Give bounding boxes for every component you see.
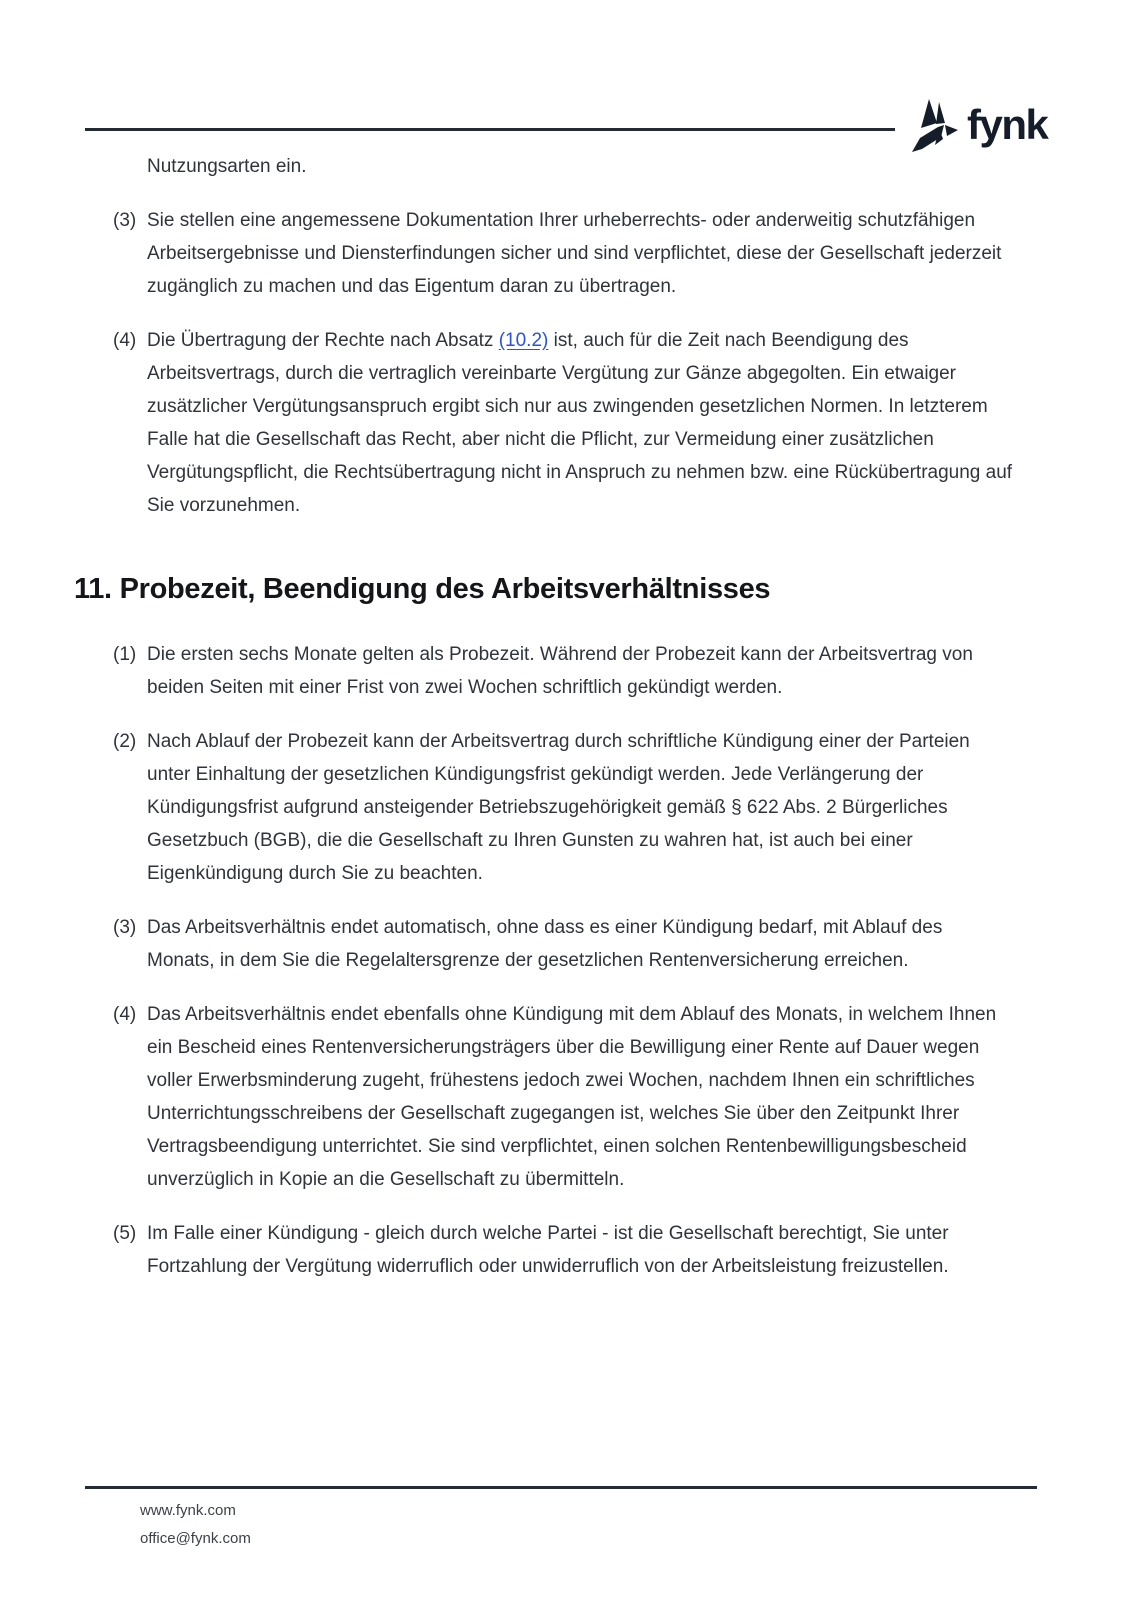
paragraph-text: [147, 324, 1013, 522]
paragraph-number: (5): [113, 1223, 137, 1244]
paragraph-continuation: Nutzungsarten ein.: [147, 156, 307, 177]
footer-rule: [85, 1486, 1037, 1489]
paragraph-text: Im Falle einer Kündigung - gleich durch welche Partei - ist die Gesellschaft berechtigt, Sie unter Fortzahlung der Vergütung widerruflich oder unwiderruflich von der Arbeitsleistung freizustellen.: [147, 1223, 949, 1277]
fynk-wordmark: fynk: [967, 101, 1048, 148]
numbered-paragraph: [113, 1217, 1013, 1283]
paragraph-text: Nach Ablauf der Probezeit kann der Arbeitsvertrag durch schriftliche Kündigung einer der Parteien unter Einhaltung der gesetzlichen Kündigungsfrist gekündigt werden. Jede Verlängerung der Kündigungsfrist aufgrund ansteigender Betriebszugehörigkeit gemäß § 622 Abs. 2 Bürgerliches Gesetzbuch (BGB), die die Gesellschaft zu Ihren Gunsten zu wahren hat, ist auch bei einer Eigenkündigung durch Sie zu beachten.: [147, 731, 970, 884]
paragraph-text: Sie stellen eine angemessene Dokumentation Ihrer urheberrechts- oder anderweitig schutzfähigen Arbeitsergebnisse und Diensterfindungen sicher und sind verpflichtet, diese der Gesellschaft jederzeit zugänglich zu machen und das Eigentum daran zu übertragen.: [147, 210, 1002, 297]
numbered-paragraph: [113, 998, 1013, 1196]
section-heading: 11. Probezeit, Beendigung des Arbeitsverhältnisses: [74, 573, 771, 605]
numbered-paragraph: [113, 911, 1013, 977]
fynk-logo: [908, 96, 1048, 160]
paragraph-number: (2): [113, 731, 137, 752]
paragraph-text-before-link: Die Übertragung der Rechte nach Absatz: [147, 330, 499, 351]
header-rule: [85, 128, 895, 131]
paragraph-number: (1): [113, 644, 137, 665]
paragraph-number: (4): [113, 1004, 137, 1025]
footer-website: www.fynk.com: [140, 1502, 236, 1519]
paragraph-text: Die ersten sechs Monate gelten als Probezeit. Während der Probezeit kann der Arbeitsvertrag von beiden Seiten mit einer Frist von zwei Wochen schriftlich gekündigt werden.: [147, 644, 973, 698]
paragraph-text: Das Arbeitsverhältnis endet ebenfalls ohne Kündigung mit dem Ablauf des Monats, in welchem Ihnen ein Bescheid eines Rentenversicherungsträgers über die Bewilligung einer Rente auf Dauer wegen voller Erwerbsminderung zugeht, frühestens jedoch zwei Wochen, nachdem Ihnen ein schriftliches Unterrichtungsschreibens der Gesellschaft zugegangen ist, welches Sie über den Zeitpunkt Ihrer Vertragsbeendigung unterrichtet. Sie sind verpflichtet, einen solchen Rentenbewilligungsbescheid unverzüglich in Kopie an die Gesellschaft zu übermitteln.: [147, 1004, 997, 1190]
paragraph-number: (4): [113, 330, 137, 351]
numbered-paragraph: [113, 725, 1013, 890]
origami-bird-icon: [908, 99, 960, 157]
footer: [140, 1497, 251, 1553]
paragraph-text-after-link: ist, auch für die Zeit nach Beendigung des Arbeitsvertrags, durch die vertraglich vereinbarte Vergütung zur Gänze abgegolten. Ein etwaiger zusätzlicher Vergütungsanspruch ergibt sich nur aus zwingenden gesetzlichen Normen. In letzterem Falle hat die Gesellschaft das Recht, aber nicht die Pflicht, zur Vermeidung einer zusätzlichen Vergütungspflicht, die Rechtsübertragung nicht in Anspruch zu nehmen bzw. eine Rückübertragung auf Sie vorzunehmen.: [147, 330, 1013, 516]
cross-reference-link[interactable]: (10.2): [498, 330, 549, 351]
paragraph-text: Das Arbeitsverhältnis endet automatisch, ohne dass es einer Kündigung bedarf, mit Ablauf des Monats, in dem Sie die Regelaltersgrenze der gesetzlichen Rentenversicherung erreichen.: [147, 917, 943, 971]
footer-email: office@fynk.com: [140, 1530, 251, 1547]
paragraph-number: (3): [113, 917, 137, 938]
numbered-paragraph: [113, 324, 1013, 522]
paragraph-number: (3): [113, 210, 137, 231]
numbered-paragraph: [113, 638, 1013, 704]
numbered-paragraph: [113, 204, 1013, 303]
